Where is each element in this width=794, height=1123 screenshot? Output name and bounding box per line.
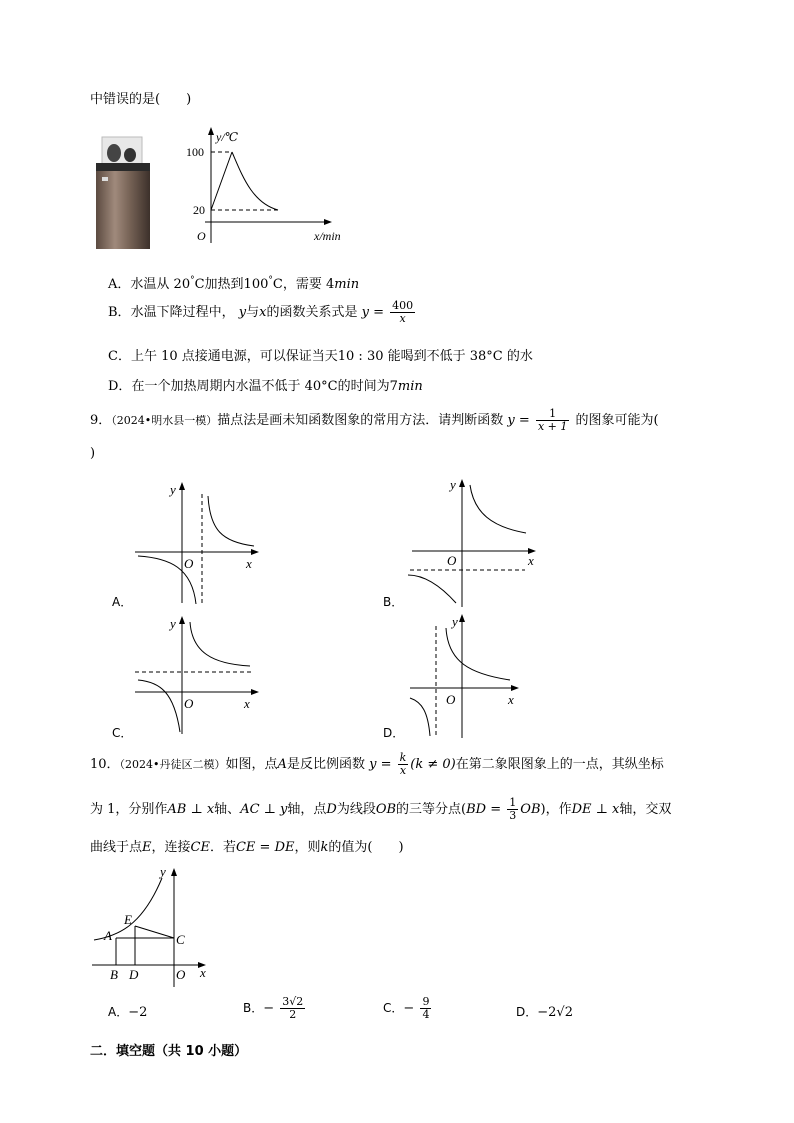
q9-graph-a[interactable] (130, 478, 270, 608)
q8-intro: 中错误的是( ) (90, 92, 192, 107)
svg-text:A: A (104, 928, 112, 943)
q8-option-d[interactable]: D．在一个加热周期内水温不低于 40°C的时间为7min (108, 379, 423, 394)
svg-text:x: x (244, 696, 250, 711)
q9-option-b-label[interactable]: B． (383, 595, 404, 609)
q10-stem-line2: 为 1，分别作AB ⊥ x轴、AC ⊥ y轴，点D为线段OB的三等分点(BD = $\frac{1}{3}$ OB)，作DE ⊥ x轴，交双 (90, 796, 672, 822)
q10-stem-line1: 10．（2024•丹徒区二模）如图，点A是反比例函数 y = $\frac{k}{x}$ (k ≠ 0)在第二象限图象上的一点，其纵坐标 (90, 751, 664, 777)
x-axis-label: x/min (314, 229, 341, 243)
svg-text:O: O (447, 553, 457, 568)
tick-100: 100 (186, 145, 204, 159)
svg-text:O: O (184, 556, 194, 571)
q9-graph-c[interactable] (130, 612, 270, 740)
svg-text:y: y (450, 477, 456, 492)
y-axis-arrow (208, 127, 214, 135)
cooling-curve (232, 152, 278, 210)
svg-text:E: E (124, 912, 132, 927)
svg-text:x: x (246, 556, 252, 571)
svg-text:y: y (452, 614, 458, 629)
q8-temperature-graph (180, 125, 360, 250)
heating-curve (211, 152, 232, 210)
q10-option-c[interactable]: C．− $\frac{9}{4}$ (383, 995, 430, 1021)
q9-option-d-label[interactable]: D． (383, 726, 405, 740)
q9-graph-b[interactable] (400, 475, 545, 610)
svg-text:O: O (184, 696, 194, 711)
q8-option-c[interactable]: C．上午 10 点接通电源，可以保证当天10 : 30 能喝到不低于 38°C 的水 (108, 349, 533, 364)
q9-option-c-label[interactable]: C． (112, 726, 133, 740)
svg-text:C: C (176, 932, 185, 947)
svg-text:B: B (110, 967, 118, 982)
y-axis-label: y/℃ (216, 130, 239, 144)
x-axis-arrow (324, 219, 332, 225)
svg-text:x: x (528, 553, 534, 568)
q8-option-b[interactable]: B．水温下降过程中， y与x的函数关系式是 y = $\frac{400}{x}$ (108, 299, 414, 325)
svg-text:y: y (170, 616, 176, 631)
q10-figure (88, 862, 218, 992)
section-heading: 二．填空题（共 10 小题） (90, 1044, 248, 1059)
q10-option-b[interactable]: B．− $\frac{3√2}{2}$ (243, 995, 304, 1021)
svg-text:D: D (129, 967, 139, 982)
svg-text:y: y (160, 864, 166, 879)
svg-text:x: x (200, 965, 206, 980)
svg-text:O: O (176, 967, 186, 982)
tick-20: 20 (193, 203, 205, 217)
water-dispenser-image (88, 135, 158, 250)
svg-text:x: x (508, 692, 514, 707)
q9-stem-close: ) (90, 446, 96, 461)
origin-label: O (197, 229, 206, 243)
q10-option-a[interactable]: A．−2 (108, 1005, 148, 1020)
svg-text:y: y (170, 482, 176, 497)
q9-option-a-label[interactable]: A． (112, 595, 133, 609)
q10-option-d[interactable]: D．−2√2 (516, 1005, 573, 1020)
q9-stem: 9．（2024•明水县一模）描点法是画未知函数图象的常用方法．请判断函数 y = $\frac{1}{x + 1}$ 的图象可能为( (90, 407, 659, 433)
svg-text:O: O (446, 692, 456, 707)
q9-graph-d[interactable] (400, 610, 545, 740)
q10-stem-line3: 曲线于点E，连接CE．若CE = DE，则k的值为( ) (90, 840, 404, 855)
q8-option-a[interactable]: A．水温从 20°C加热到100°C，需要 4min (108, 275, 360, 292)
